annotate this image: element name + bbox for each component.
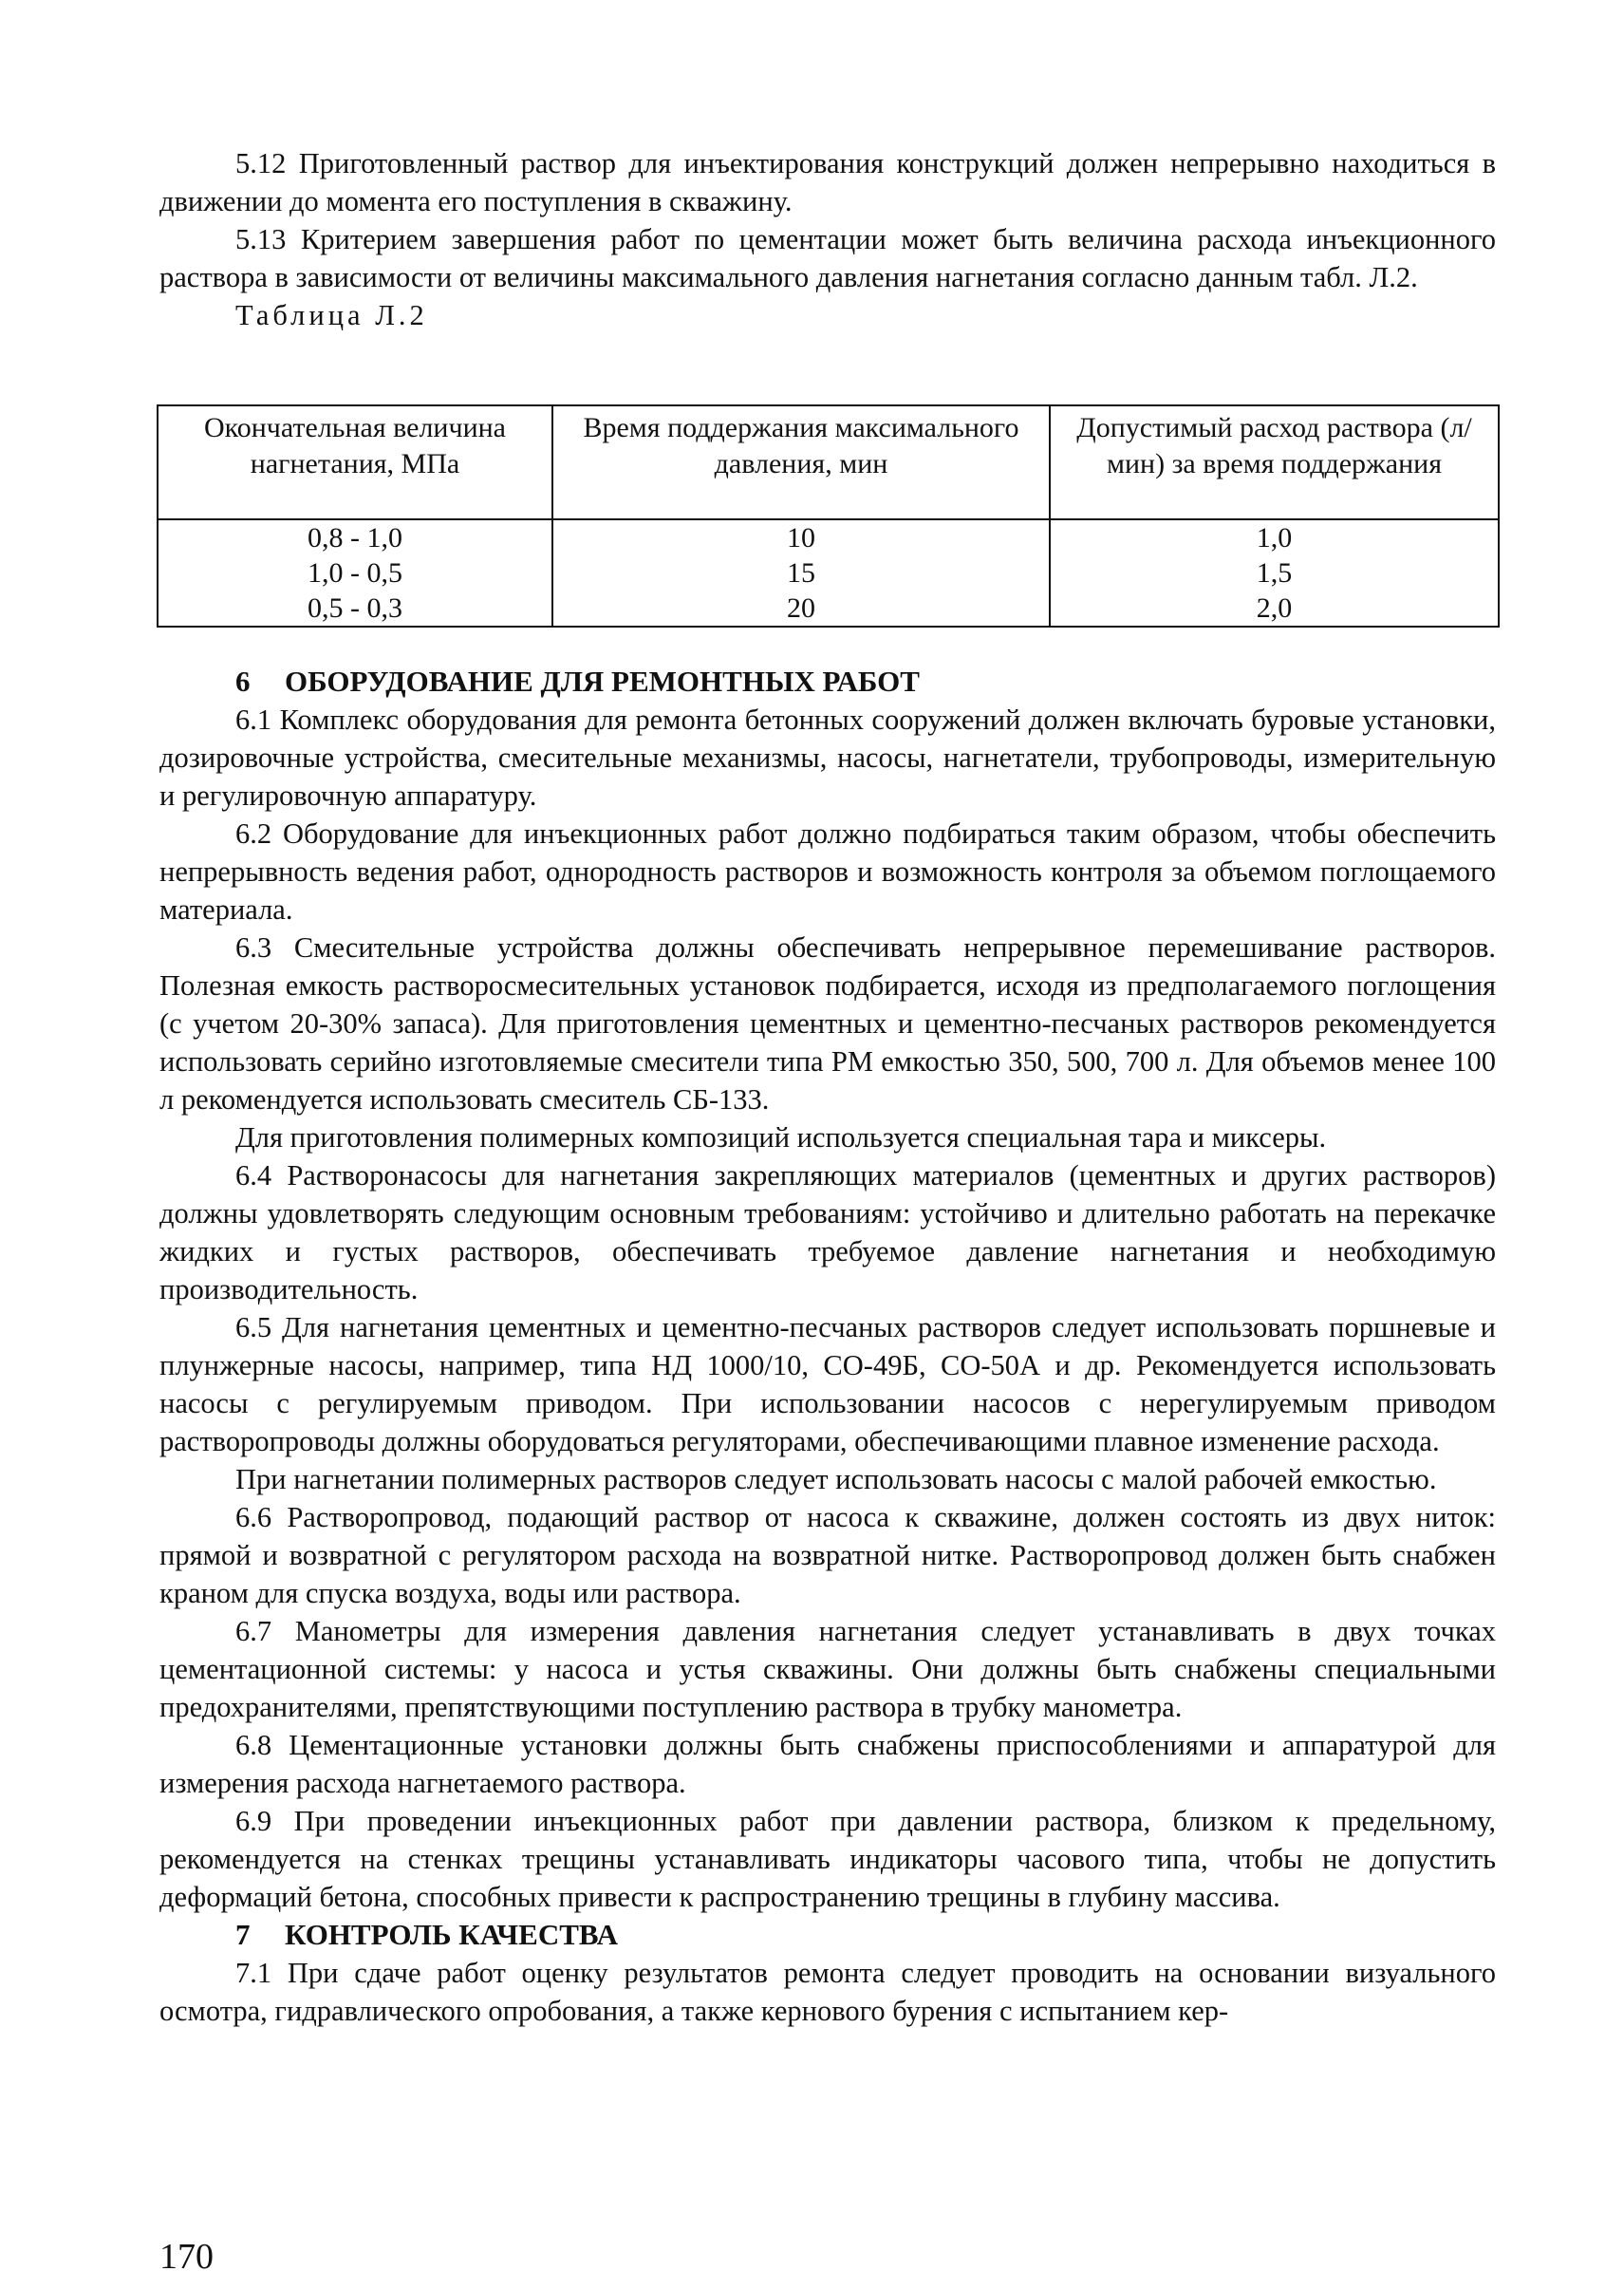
- section-7-title: КОНТРОЛЬ КАЧЕСТВА: [285, 1918, 619, 1951]
- page-number: 170: [159, 2237, 214, 2277]
- paragraph-6-1: 6.1 Комплекс оборудования для ремонта бетонных сооружений должен включать буровые установки, дозировочные устройства, смесительные механизмы, насосы, нагнетатели, трубопроводы, измерительную и регулировочную аппаратуру.: [159, 704, 1496, 812]
- section-7-heading: [159, 1916, 1496, 1954]
- section-6-title: ОБОРУДОВАНИЕ ДЛЯ РЕМОНТНЫХ РАБОТ: [285, 665, 920, 698]
- table-cell: 2,0: [1050, 591, 1499, 627]
- table-header-row: [158, 405, 1499, 519]
- table-cell: 20: [552, 591, 1050, 627]
- table-cell: 1,5: [1050, 555, 1499, 591]
- paragraph-6-5-note: При нагнетании полимерных растворов следует использовать насосы с малой рабочей емкостью.: [235, 1463, 1437, 1495]
- data-table: [157, 404, 1500, 628]
- paragraph-6-4: 6.4 Растворонасосы для нагнетания закрепляющих материалов (цементных и других растворов) должны удовлетворять следующим основным требованиям: устойчиво и длительно работать на перекачке жидких и густых растворов, обеспечивать требуемое давление нагнетания и необходимую производительность.: [159, 1159, 1496, 1305]
- paragraph-6-2: 6.2 Оборудование для инъекционных работ должно подбираться таким образом, чтобы обеспечить непрерывность ведения работ, однородность растворов и возможность контроля за объемом поглощаемого материала.: [159, 817, 1496, 926]
- table-header-cell: Окончательная величина нагнетания, МПа: [158, 405, 552, 519]
- table-caption: Таблица Л.2: [235, 299, 428, 331]
- paragraph-5-13: 5.13 Критерием завершения работ по цементации может быть величина расхода инъекционного раствора в зависимости от величины максимального давления нагнетания согласно данным табл. Л.2.: [159, 223, 1496, 293]
- paragraph-6-3-note: Для приготовления полимерных композиций используется специальная тара и миксеры.: [235, 1121, 1327, 1154]
- table-row: [158, 591, 1499, 627]
- paragraph-6-8: 6.8 Цементационные установки должны быть снабжены приспособлениями и аппаратурой для измерения расхода нагнетаемого раствора.: [159, 1729, 1496, 1799]
- paragraph-6-5: 6.5 Для нагнетания цементных и цементно-песчаных растворов следует использовать поршневые и плунжерные насосы, например, типа НД 1000/10, СО-49Б, СО-50А и др. Рекомендуется использовать насосы с регулируемым приводом. При использовании насосов с нерегулируемым приводом растворопроводы должны оборудоваться регуляторами, обеспечивающими плавное изменение расхода.: [159, 1311, 1496, 1457]
- paragraph-6-3: 6.3 Смесительные устройства должны обеспечивать непрерывное перемешивание растворов. Полезная емкость растворосмесительных установок подбирается, исходя из предполагаемого поглощения (с учетом 20-30% запаса). Для приготовления цементных и цементно-песчаных растворов рекомендуется использовать серийно изготовляемые смесители типа РМ емкостью 350, 500, 700 л. Для объемов менее 100 л рекомендуется использовать смеситель СБ-133.: [159, 931, 1496, 1116]
- paragraph-7-1: 7.1 При сдаче работ оценку результатов ремонта следует проводить на основании визуального осмотра, гидравлического опробования, а также кернового бурения с испытанием кер-: [159, 1957, 1496, 2027]
- section-6-number: 6: [235, 665, 251, 698]
- section-6-heading: [159, 663, 1496, 701]
- table-cell: 1,0: [1050, 519, 1499, 555]
- table-cell: 0,8 - 1,0: [158, 519, 552, 555]
- table-row: [158, 519, 1499, 555]
- section-7-number: 7: [235, 1918, 251, 1951]
- table-header-cell: Допустимый расход раствора (л/мин) за время поддержания: [1050, 405, 1499, 519]
- paragraph-6-7: 6.7 Манометры для измерения давления нагнетания следует устанавливать в двух точках цементационной системы: у насоса и устья скважины. Они должны быть снабжены специальными предохранителями, препятствующими поступлению раствора в трубку манометра.: [159, 1615, 1496, 1723]
- table-row: [158, 555, 1499, 591]
- table-cell: 1,0 - 0,5: [158, 555, 552, 591]
- paragraph-5-12: 5.12 Приготовленный раствор для инъектирования конструкций должен непрерывно находиться в движении до момента его поступления в скважину.: [159, 147, 1496, 217]
- table-cell: 10: [552, 519, 1050, 555]
- paragraph-6-6: 6.6 Растворопровод, подающий раствор от насоса к скважине, должен состоять из двух ниток: прямой и возвратной с регулятором расхода на возвратной нитке. Растворопровод должен быть снабжен краном для спуска воздуха, воды или раствора.: [159, 1501, 1496, 1609]
- table-header-cell: Время поддержания максимального давления, мин: [552, 405, 1050, 519]
- section-6-block: [159, 663, 1496, 2030]
- paragraph-6-9: 6.9 При проведении инъекционных работ при давлении раствора, близком к предельному, рекомендуется на стенках трещины устанавливать индикаторы часового типа, чтобы не допустить деформаций бетона, способных привести к распространению трещины в глубину массива.: [159, 1805, 1496, 1913]
- table-cell: 0,5 - 0,3: [158, 591, 552, 627]
- intro-block: [159, 144, 1496, 334]
- table-cell: 15: [552, 555, 1050, 591]
